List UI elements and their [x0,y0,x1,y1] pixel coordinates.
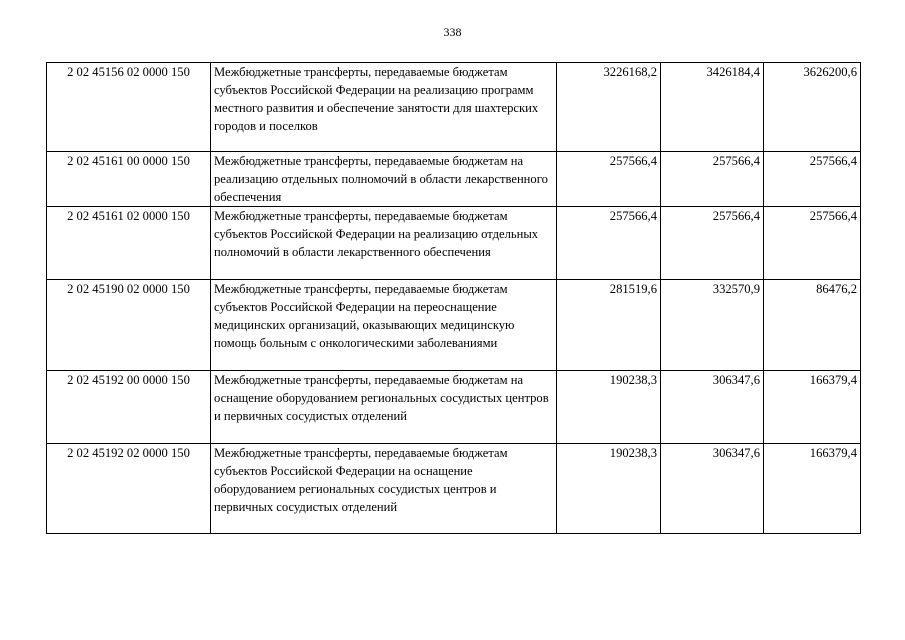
amount-year-2: 306347,6 [661,371,764,444]
table-row [47,63,861,152]
transfer-description: Межбюджетные трансферты, передаваемые бюджетам на реализацию отдельных полномочий в области лекарственного обеспечения [211,152,557,207]
transfer-description: Межбюджетные трансферты, передаваемые бюджетам на оснащение оборудованием региональных сосудистых центров и первичных сосудистых отделений [211,371,557,444]
budget-code: 2 02 45192 00 0000 150 [47,371,211,444]
budget-table [46,62,861,534]
table-row [47,152,861,207]
amount-year-2: 257566,4 [661,207,764,280]
table-row [47,280,861,371]
budget-code: 2 02 45156 02 0000 150 [47,63,211,152]
budget-code: 2 02 45192 02 0000 150 [47,444,211,534]
amount-year-2: 3426184,4 [661,63,764,152]
budget-code: 2 02 45190 02 0000 150 [47,280,211,371]
transfer-description: Межбюджетные трансферты, передаваемые бюджетам субъектов Российской Федерации на реализацию программ местного развития и обеспечение занятости для шахтерских городов и поселков [211,63,557,152]
amount-year-3: 166379,4 [764,371,861,444]
amount-year-3: 3626200,6 [764,63,861,152]
amount-year-1: 257566,4 [557,207,661,280]
amount-year-3: 257566,4 [764,152,861,207]
table-row [47,207,861,280]
table-row [47,444,861,534]
amount-year-1: 190238,3 [557,444,661,534]
table-row [47,371,861,444]
page-number: 338 [443,25,462,39]
amount-year-2: 332570,9 [661,280,764,371]
transfer-description: Межбюджетные трансферты, передаваемые бюджетам субъектов Российской Федерации на переоснащение медицинских организаций, оказывающих медицинскую помощь больным с онкологическими заболеваниями [211,280,557,371]
amount-year-3: 86476,2 [764,280,861,371]
transfer-description: Межбюджетные трансферты, передаваемые бюджетам субъектов Российской Федерации на реализацию отдельных полномочий в области лекарственного обеспечения [211,207,557,280]
amount-year-1: 281519,6 [557,280,661,371]
amount-year-3: 257566,4 [764,207,861,280]
budget-code: 2 02 45161 00 0000 150 [47,152,211,207]
transfer-description: Межбюджетные трансферты, передаваемые бюджетам субъектов Российской Федерации на оснащение оборудованием региональных сосудистых центров и первичных сосудистых отделений [211,444,557,534]
amount-year-1: 3226168,2 [557,63,661,152]
amount-year-3: 166379,4 [764,444,861,534]
amount-year-1: 190238,3 [557,371,661,444]
amount-year-1: 257566,4 [557,152,661,207]
amount-year-2: 257566,4 [661,152,764,207]
amount-year-2: 306347,6 [661,444,764,534]
budget-code: 2 02 45161 02 0000 150 [47,207,211,280]
